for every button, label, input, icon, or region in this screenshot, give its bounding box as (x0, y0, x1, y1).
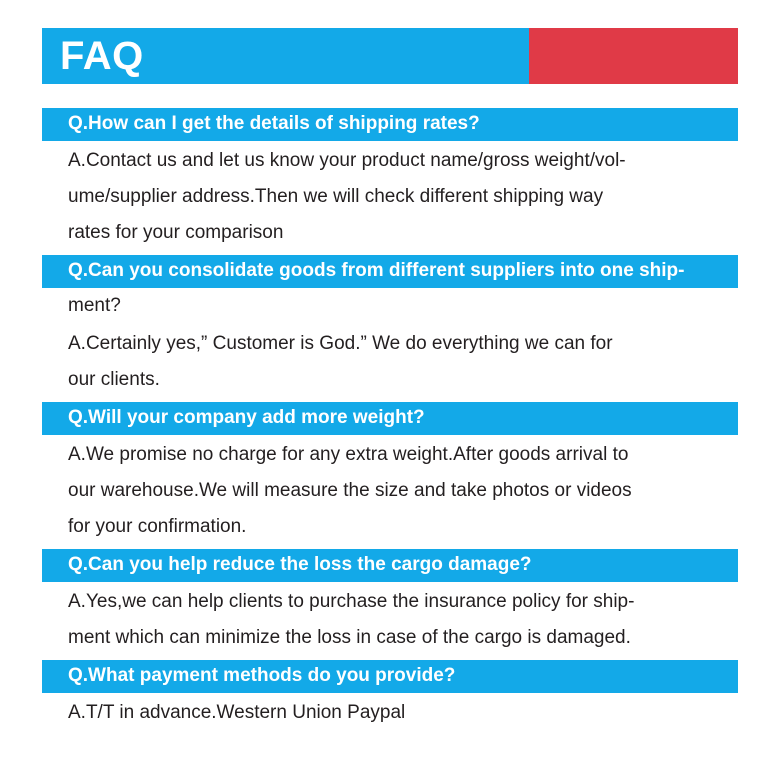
faq-item (42, 660, 738, 735)
faq-item (42, 402, 738, 549)
faq-item (42, 255, 738, 402)
faq-question: Q.Can you help reduce the loss the cargo damage? (42, 549, 738, 582)
faq-answer-line: A.Contact us and let us know your product name/gross weight/vol- (68, 150, 626, 171)
faq-question: Q.Can you consolidate goods from different suppliers into one ship- (42, 255, 738, 288)
header-accent-block (529, 28, 738, 84)
faq-item (42, 108, 738, 255)
faq-list (42, 108, 738, 735)
faq-answer (42, 582, 738, 660)
page-header (42, 28, 738, 84)
faq-answer-line: rates for your comparison (68, 222, 284, 243)
faq-question-continuation: ment? (42, 288, 738, 324)
faq-question: Q.What payment methods do you provide? (42, 660, 738, 693)
page-title: FAQ (60, 34, 144, 78)
faq-page (0, 28, 780, 781)
faq-answer (42, 324, 738, 402)
faq-answer-line: our clients. (68, 369, 160, 390)
faq-answer-line: our warehouse.We will measure the size and take photos or videos (68, 480, 632, 501)
faq-answer-line: for your confirmation. (68, 516, 247, 537)
faq-answer (42, 693, 738, 735)
faq-answer (42, 435, 738, 549)
faq-answer-line: ume/supplier address.Then we will check different shipping way (68, 186, 604, 207)
faq-question: Q.Will your company add more weight? (42, 402, 738, 435)
faq-answer-line: ment which can minimize the loss in case of the cargo is damaged. (68, 627, 631, 648)
faq-answer (42, 141, 738, 255)
faq-answer-line: A.T/T in advance.Western Union Paypal (68, 702, 406, 723)
faq-answer-line: A.We promise no charge for any extra weight.After goods arrival to (68, 444, 629, 465)
faq-item (42, 549, 738, 660)
faq-answer-line: A.Certainly yes,” Customer is God.” We do everything we can for (68, 333, 613, 354)
faq-question: Q.How can I get the details of shipping rates? (42, 108, 738, 141)
header-bar (42, 28, 529, 84)
faq-answer-line: A.Yes,we can help clients to purchase the insurance policy for ship- (68, 591, 635, 612)
